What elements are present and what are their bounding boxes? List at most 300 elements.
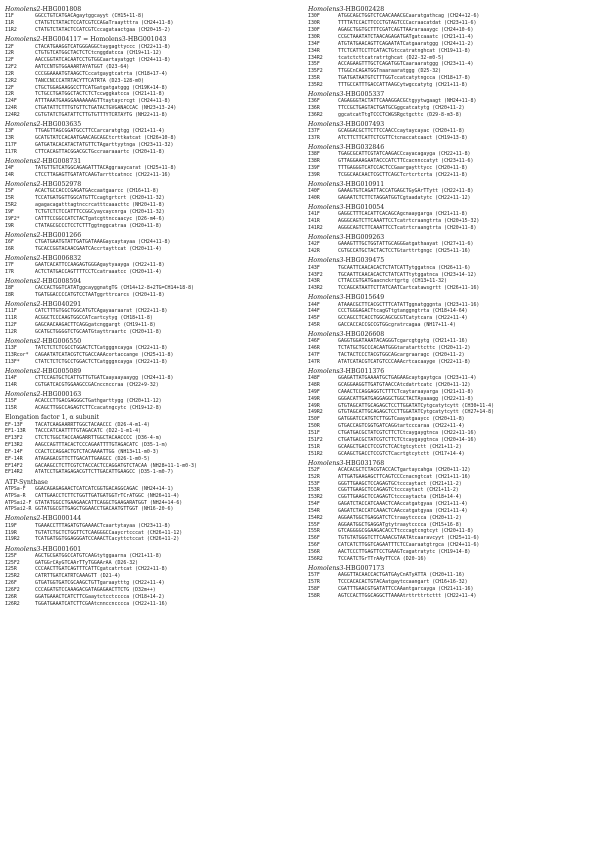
primer-row — [5, 20, 297, 27]
primer-name: I26F — [5, 580, 17, 587]
primer-sequence: CTCTCTGGCTACCAAGARRTTGGCTACAACCCC (D36-4-m) — [35, 435, 162, 442]
primer-sequence: CGTGTATCTGATATTCTTGTGTTTYTCRTAYTG (NH22+11-8) — [35, 111, 168, 118]
primer-row — [308, 218, 600, 225]
primer-sequence: ACACACGCTCTACGTACCACTgartaycahga (CH20+11-12) — [338, 466, 471, 473]
primer-row — [308, 474, 600, 481]
primer-sequence: CAGAATATCATACGTCTGACCAAAcortaccange (CH25+11-8) — [35, 352, 174, 359]
primer-sequence: CAGAGGGTACTATTCAAAGGACGCtgyytwgaagt (NH24+11-8) — [338, 98, 477, 105]
primer-row — [5, 13, 297, 20]
primer-sequence: GCAAGCTGACCTCCGTCTCacrtgtcytctt (CH17+14-4) — [338, 450, 465, 457]
primer-sequence: CGGTTGAAGCTCCAGAGTCtcccaytacta (CH18+14-4) — [338, 494, 462, 501]
primer-name: I43R2 — [308, 285, 323, 292]
primer-name: I14R — [5, 382, 17, 389]
primer-sequence: AGCTGCGATGGCCATGTCAAGtytggaarna (CH21+11-8) — [35, 552, 162, 559]
primer-row — [5, 587, 297, 594]
primer-row — [5, 359, 297, 366]
primer-name: I30F — [308, 27, 320, 34]
primer-row — [308, 501, 600, 508]
primer-name: I8R — [5, 292, 14, 299]
primer-sequence: TCCATGATGGTTGGCATGTTCcagtgrtcrt (CH20+11-32) — [35, 195, 165, 202]
primer-sequence: TTTGAGGGTCATCCACTCCGaargaytttycc (CH20+11-8) — [338, 165, 468, 172]
primer-name: I13Rcor* — [5, 352, 29, 359]
primer-sequence: CCCAGATGTCCAAAGACGATAGAGAACTTCTG (D32m++) — [35, 586, 156, 593]
primer-row — [5, 85, 297, 92]
primer-row — [5, 601, 297, 608]
primer-sequence: ATGGCAGCTGGTCTCAACAAACGCaaratgathcag (CH24+12-6) — [338, 13, 480, 20]
primer-row — [5, 329, 297, 336]
primer-sequence: GCATGTATCCACAATGAACAGCAGCtcrttkatcat (CH26+10-8) — [35, 135, 177, 142]
primer-row — [308, 572, 600, 579]
primer-group — [5, 181, 297, 229]
primer-name: I4R — [5, 171, 14, 178]
gene-heading: Homolens3-HBG009263 — [308, 234, 385, 242]
primer-row — [308, 416, 600, 423]
gene-heading: Homolens3-HBG002428 — [308, 6, 385, 14]
primer-sequence: CATRTTGATCATRTCAAAGTT (D21-4) — [35, 573, 121, 580]
primer-row — [308, 528, 600, 535]
primer-group — [308, 565, 600, 600]
primer-group — [308, 181, 600, 202]
primer-name: I8F — [5, 285, 14, 292]
gene-heading: Elongation factor 1, α subunit — [5, 414, 100, 422]
primer-row — [308, 241, 600, 248]
primer-row — [308, 302, 600, 309]
primer-row — [308, 225, 600, 232]
primer-sequence: TTGAGTTAGCGGATGCCTTCCarcaratgtgg (CH21+11-4) — [35, 128, 165, 135]
primer-name: I58R — [308, 592, 320, 599]
gene-heading: Homolens2-HBG006550 — [5, 338, 82, 346]
primer-group — [308, 91, 600, 119]
primer-name: I36F — [308, 98, 320, 105]
primer-name: I46R — [308, 345, 320, 352]
primer-row — [308, 265, 600, 272]
primer-row — [308, 172, 600, 179]
primer-name: I55F — [308, 521, 320, 528]
primer-row — [5, 105, 297, 112]
primer-name: I26F2 — [5, 586, 20, 593]
primer-name: I56R2 — [308, 555, 323, 562]
primer-group — [5, 255, 297, 276]
primer-row — [5, 506, 297, 513]
primer-row — [308, 105, 600, 112]
primer-name: I47F — [308, 352, 320, 359]
primer-group — [308, 331, 600, 366]
primer-name: I51R — [308, 443, 320, 450]
primer-name: EF13R2 — [5, 442, 23, 449]
primer-name: I36R2 — [308, 111, 323, 118]
primer-sequence: TGCAATTCAACACACTCTATCATTytggatnca (CH26+11-6) — [338, 264, 471, 271]
primer-row — [308, 515, 600, 522]
primer-name: I41F — [308, 211, 320, 218]
primer-group — [5, 121, 297, 156]
primer-name: I1R2 — [5, 27, 17, 34]
primer-row — [5, 405, 297, 412]
primer-name: I34F — [308, 40, 320, 47]
primer-name: I49F — [308, 388, 320, 395]
primer-sequence: TCCAGCATAATTCTTATCAATCartcatawsgrtt (CH26+11-16) — [338, 285, 480, 292]
primer-sequence: CGGTTGAAGCTCCAGAGTCtcccaytact (CH21+11-2) — [338, 487, 459, 494]
primer-sequence: GATGGATCCATGTCTTGGTCaayatgaaycc (CH20+11-8) — [338, 416, 465, 423]
primer-name: I2R2 — [5, 77, 17, 84]
primer-name: I3R — [5, 135, 14, 142]
primer-name: I52F — [308, 466, 320, 473]
primer-row — [5, 523, 297, 530]
primer-sequence: CTATGTCTATACTCCATCGTCccagataactgaa (CH20+15-2) — [35, 27, 171, 34]
primer-row — [308, 75, 600, 82]
primer-name: I35F2 — [308, 68, 323, 75]
primer-name: I54R2 — [308, 514, 323, 521]
primer-sequence: TTCCGCTGAGTACTGATGCGggcatcatytg (CH20+11-2) — [338, 105, 465, 112]
primer-row — [308, 444, 600, 451]
primer-row — [308, 112, 600, 119]
primer-sequence: GAGAATCTCTTCTAGGATGGTCgtaadatytc (CH22+11-12) — [338, 195, 471, 202]
primer-name: I14F — [5, 375, 17, 382]
primer-row — [5, 98, 297, 105]
primer-sequence: ACCAGAAGTTTGCTCAGATGGTCaaraaratggg (CH23+11-4) — [338, 61, 474, 68]
primer-sequence: GCAAGCTGACCTCCGTCTCACtgtcytctt (CH21+11-2) — [338, 443, 462, 450]
primer-name: I35R — [308, 75, 320, 82]
gene-heading: Homolens2-HBG003635 — [5, 121, 82, 129]
primer-sequence: GACCACCACCGCCGTGGcgratrcagaa (NH17+11-4) — [338, 322, 456, 329]
primer-row — [5, 209, 297, 216]
primer-row — [308, 437, 600, 444]
primer-name: I24R — [5, 105, 17, 112]
primer-name: I48R — [308, 382, 320, 389]
primer-name: EF14F2 — [5, 462, 23, 469]
primer-sequence: GTGTAGCATTGCAGAGCTCCTTGGATATCytgcatytcytt (CH30+11-4) — [338, 402, 495, 409]
primer-row — [308, 248, 600, 255]
primer-row — [308, 211, 600, 218]
gene-heading: ATP-Synthase — [5, 478, 48, 486]
primer-name: I15R — [5, 405, 17, 412]
primer-sequence: CTGTGTCATGGCTACTCTCtcnggdatcca (CH19+11-12) — [35, 50, 162, 57]
primer-row — [308, 375, 600, 382]
primer-group — [5, 278, 297, 299]
primer-sequence: CATCATCTTGGTCAGAATTTCTCCaaraatgtrgca (CH24+11-6) — [338, 542, 480, 549]
primer-name: I43R — [308, 278, 320, 285]
primer-name: I1R — [5, 20, 14, 27]
primer-sequence: ggcatcatTtgTCCCTCWGSRgctgcttc (D29-8-m3-8) — [338, 111, 462, 118]
primer-name: I49R — [308, 402, 320, 409]
primer-row — [308, 481, 600, 488]
gene-heading: Homolens3-HBG010054 — [308, 204, 385, 212]
primer-sequence: TCTGTCTCTCCATTTCCGGCyaycaycnrga (CH20+11-32) — [35, 208, 165, 215]
primer-name: I2F2 — [5, 64, 17, 71]
primer-name: I56F — [308, 535, 320, 542]
primer-sequence: CTATAGCGCCCTCCTCTTTggtnggcatraa (CH20+11-8) — [35, 222, 162, 229]
primer-name: I57F — [308, 572, 320, 579]
gene-heading: Homolens3-HBG039475 — [308, 257, 385, 265]
primer-name: I19R — [5, 529, 17, 536]
primer-sequence: TGGATGAAATCATCTTCGAAtcnnccncccca (CH22+11-16) — [35, 600, 168, 607]
primer-name: I55R — [308, 528, 320, 535]
primer-sequence: TCGGCAACAACTCGCTTCAGCTcrtcrtcrta (CH22+11-8) — [338, 171, 468, 178]
primer-name: I30R — [308, 20, 320, 27]
primer-sequence: CTACATGAAGGTCATGGGAGGCtaygagttyccc (CH22+11-8) — [35, 43, 171, 50]
primer-sequence: GGACAGAGAGAACTCATCATCGGTGACAGGCAGAC (NH24+14-1) — [35, 485, 174, 492]
primer-row — [308, 535, 600, 542]
primer-sequence: AAGCCAGTTTACACTCCCAGAATTTTGTAGACATC (D35-1-m) — [35, 442, 168, 449]
primer-name: I56F — [308, 542, 320, 549]
gene-heading: Homolens2-HBG052978 — [5, 181, 82, 189]
gene-heading: Homolens3-HBG005337 — [308, 91, 385, 99]
primer-sequence: TACTACTCCCTACGTGGCAGcargraaragc (CH20+11-2) — [338, 352, 465, 359]
primer-sequence: agagacagatttagtnccrcatttcaaacttc (NH20+11-8) — [35, 201, 165, 208]
primer-sequence: ACACCCTTGACGAGGGCTGathgarttygg (CH20+11-12) — [35, 398, 162, 405]
primer-name: I51F2 — [308, 436, 323, 443]
primer-row — [5, 27, 297, 34]
primer-name: I49R2 — [308, 409, 323, 416]
primer-row — [5, 315, 297, 322]
primer-row — [5, 580, 297, 587]
primer-name: I37F — [308, 128, 320, 135]
primer-row — [5, 269, 297, 276]
primer-row — [5, 428, 297, 435]
primer-name: I39F — [308, 165, 320, 172]
primer-group — [308, 294, 600, 329]
primer-sequence: AGAGCTGGTGCTTTCGATCAGTTAAraraaaygc (CH24+10-6) — [338, 27, 474, 34]
primer-row — [5, 486, 297, 493]
primer-sequence: ATTGATGAAGAGCTTCAGTCCCcnacngtcat (CH21+11-16) — [338, 473, 471, 480]
primer-name: I35F — [308, 61, 320, 68]
primer-sequence: TATGTTGTCATGGCAGAGATTTACAggraaycarat (CH25+11-8) — [35, 165, 177, 172]
primer-row — [5, 223, 297, 230]
primer-row — [5, 135, 297, 142]
primer-row — [308, 61, 600, 68]
primer-name: I17R — [5, 148, 17, 155]
primer-sequence: TCTGCCTGATGGCTACTCTCTccwggkatcca (CH21+11-8) — [35, 91, 165, 98]
primer-row — [5, 594, 297, 601]
primer-sequence: TTCTCATTCCTTCATACTGtccatratnghcat (CH19+11-8) — [338, 47, 471, 54]
primer-row — [308, 522, 600, 529]
primer-name: I25R — [5, 566, 17, 573]
primer-row — [308, 451, 600, 458]
primer-sequence: GCCAGCCTCACCTGGCAGCGCGTCatytcara (CH22+11-4) — [338, 315, 468, 322]
primer-sequence: AGGAATGGCTGAGGATgtytraaytcccca (CH15+16-8) — [338, 521, 462, 528]
primer-sequence: TGATGATAATGTCTTTGGTccatcatytngcca (CH18+17-8) — [338, 75, 471, 82]
primer-name: I30R — [308, 34, 320, 41]
primer-sequence: CCACTCCAGGACTGTCTACAAAATTGG (NH13+11-m0-3) — [35, 448, 159, 455]
primer-name: I52R — [308, 473, 320, 480]
primer-sequence: CCCGGAAAATGTAAGCTCccatgaygtcatrta (CH18+17-4) — [35, 70, 168, 77]
primer-group — [5, 301, 297, 336]
primer-name: I43F2 — [308, 271, 323, 278]
primer-row — [5, 322, 297, 329]
primer-sequence: ATAAACGCTTCACGCTTTCATATTggnatgggnta (CH23+11-16) — [338, 301, 480, 308]
primer-row — [308, 285, 600, 292]
primer-name: I17F — [5, 141, 17, 148]
gene-heading: Homolens3-HBG011376 — [308, 368, 385, 376]
primer-row — [308, 542, 600, 549]
primer-sequence: GAGGTGGATAAATACAGGGTcgarcgtgytg (CH21+11-16) — [338, 338, 468, 345]
primer-group — [308, 257, 600, 292]
primer-sequence: ATAGAGACGTTCTTGACATTGAAGCC (D26-1-m0-5) — [35, 455, 150, 462]
primer-table-right-column — [308, 4, 600, 600]
primer-row — [308, 430, 600, 437]
primer-sequence: TGAGCGCATTCGTATCAAGACCcayacagayga (CH22+11-8) — [338, 151, 471, 158]
primer-row — [308, 403, 600, 410]
primer-row — [308, 586, 600, 593]
primer-row — [5, 442, 297, 449]
primer-sequence: TCCCACACACTGTACAatgaytccaangart (CH16+16-32) — [338, 578, 468, 585]
primer-name: I53R2 — [308, 494, 323, 501]
primer-row — [308, 195, 600, 202]
primer-row — [5, 375, 297, 382]
primer-name: I36R — [308, 105, 320, 112]
primer-sequence: AGGGCAGTCTTCAAATTCCTcatrtcraangtrta (CH20+15-32) — [338, 218, 480, 225]
primer-row — [308, 549, 600, 556]
primer-name: I46F — [308, 338, 320, 345]
primer-row — [5, 422, 297, 429]
primer-sequence: AATCCNTGTGGAAARTAYATGGT (D23-64) — [35, 64, 130, 71]
primer-sequence: CTATCTCTCTGCCTGGACTCTCatgggncayga (CH22+11-8) — [35, 358, 168, 365]
primer-sequence: GAGGCTTTCACATTCACAGCAgcnaaygarga (CH21+11-8) — [338, 211, 468, 218]
primer-sequence: CTTCCAGTGCTCATTGTTGTGATCaayaayaaygg (CH24+11-8) — [35, 375, 174, 382]
primer-name: I41R — [308, 218, 320, 225]
primer-sequence: TGCACCGGTACAACGAATCAccrtayttcat (CH20+11-4) — [35, 245, 162, 252]
primer-name: I38R — [308, 158, 320, 165]
primer-name: I25R2 — [5, 573, 20, 580]
primer-name: I51R2 — [308, 450, 323, 457]
primer-row — [308, 338, 600, 345]
primer-name: I7R — [5, 268, 14, 275]
primer-name: I19F — [5, 522, 17, 529]
primer-sequence: GATGGrCAyGTCAArTTyTGGAArAA (D26-32) — [35, 559, 139, 566]
primer-row — [5, 435, 297, 442]
gene-heading: Homolens2-HBG001266 — [5, 231, 82, 239]
primer-name: I1F — [5, 13, 14, 20]
primer-name: I39R — [308, 171, 320, 178]
primer-sequence: GAGCAACAAGACTTCAGGgatcnggargt (CH19+11-8) — [35, 322, 156, 329]
primer-name: ATPSa-F — [5, 485, 26, 492]
gene-heading: Homolens3-HBG010911 — [308, 181, 385, 189]
primer-row — [5, 553, 297, 560]
primer-name: I2F — [5, 43, 14, 50]
primer-row — [5, 308, 297, 315]
gene-heading: Homolens2-HBG008731 — [5, 157, 82, 165]
primer-name: EF-14F — [5, 448, 23, 455]
primer-group — [308, 6, 600, 88]
primer-row — [5, 91, 297, 98]
primer-group — [5, 36, 297, 118]
primer-row — [308, 68, 600, 75]
primer-sequence: GTCAGGGGCGGAAGACACCTtcccagtcngtcyt (CH20+11-8) — [338, 528, 474, 535]
primer-name: I47R — [308, 358, 320, 365]
primer-sequence: TGATGGACCCCATGTCCTAATggrttrcarcs (CH20+11-8) — [35, 292, 165, 299]
primer-sequence: TGTATCTGCTCTGGTTCTCAAGGGCCaaycrtcccat (CH26+11-12) — [35, 529, 183, 536]
primer-sequence: TATCTCTCTCGCCTGGACTCTCatgggncayga (CH22+11-8) — [35, 345, 168, 352]
primer-row — [5, 352, 297, 359]
primer-group — [5, 368, 297, 389]
primer-row — [308, 382, 600, 389]
primer-name: I58F — [308, 585, 320, 592]
primer-row — [5, 536, 297, 543]
primer-row — [5, 500, 297, 507]
primer-group — [5, 158, 297, 179]
primer-name: I13F* — [5, 358, 20, 365]
primer-row — [308, 593, 600, 600]
primer-sequence: CACCACTGGTCATATggcayggnatgTG (CH14+12-8+2TG=CH14+18-8) — [35, 285, 194, 292]
primer-name: I25F2 — [5, 559, 20, 566]
primer-sequence: CCCTGGGAGACTtcagGTtgtanggngtrta (CH18+14-64) — [338, 308, 468, 315]
primer-row — [5, 202, 297, 209]
primer-row — [308, 352, 600, 359]
primer-name: I2F — [5, 57, 14, 64]
primer-row — [308, 389, 600, 396]
primer-row — [5, 195, 297, 202]
primer-name: I53F — [308, 480, 320, 487]
primer-name: I42R — [308, 248, 320, 255]
primer-sequence: CATTTCCGGCCATCTACTgatcgttnccaacyc (D26-m4-6) — [35, 215, 165, 222]
primer-row — [308, 556, 600, 563]
primer-sequence: GCAGGACGCTTCTTCCAACCcaytaycayac (CH20+11-8) — [338, 128, 465, 135]
primer-name: I9F — [5, 208, 14, 215]
primer-group — [308, 121, 600, 142]
primer-name: I45F — [308, 315, 320, 322]
primer-row — [308, 487, 600, 494]
primer-sequence: TGCAATTCAACACACTCTATCATTtytggatnca (CH23+14-12) — [338, 271, 477, 278]
primer-name: I2R — [5, 91, 14, 98]
gene-heading: Homolens2-HBG040291 — [5, 301, 82, 309]
primer-row — [308, 135, 600, 142]
primer-name: I54R — [308, 507, 320, 514]
primer-sequence: tcatctcttcatratrtghcat (D22-32-m0-5) — [338, 54, 444, 61]
primer-group — [5, 6, 297, 34]
gene-heading: Homolens2-HBG004117 = Homolens3-HBG001043 — [5, 36, 167, 44]
primer-sequence: GTGATGGTGATCGCAAGCTGTTgaraaytttg (CH22+11-4) — [35, 580, 165, 587]
primer-sequence: CTGATGACGCTATCGTCTTCTCtcaygaygtnca (CH22+11-16) — [338, 429, 477, 436]
primer-row — [5, 456, 297, 463]
primer-sequence: TACATCAAGAARRTTGGCTACAACCC (D26-4-m1-4) — [35, 421, 150, 428]
primer-sequence: ACACTGCCACCCGAGATGAccaatgaarcc (CH16+11-8) — [35, 188, 159, 195]
primer-name: I11F — [5, 308, 17, 315]
primer-name: I50F — [308, 416, 320, 423]
primer-name: I12F — [5, 322, 17, 329]
primer-row — [5, 216, 297, 223]
primer-sequence: TCTATGCTGCCCACAATGGGtaratarttcttc (CH20+11-2) — [338, 345, 471, 352]
primer-row — [5, 285, 297, 292]
primer-sequence: GGGTTGAAGCTCCAGAGTGCtcccaytact (CH21+11-2) — [338, 480, 462, 487]
primer-row — [308, 98, 600, 105]
primer-sequence: CTGATGACGCTATCGTCTTCTCtcaygaygtnca (CH20+14-16) — [338, 436, 477, 443]
primer-row — [5, 292, 297, 299]
primer-sequence: CTTACCGTGATGaacnckrtgrtg (CH13+11-32) — [338, 278, 447, 285]
primer-row — [308, 41, 600, 48]
primer-sequence: CGATTTGAACGTGATATTCCAAantgarcayga (CH21+11-16) — [338, 585, 474, 592]
primer-sequence: TACCCATCAATTTTGTAGACATC (D22-1-m1-4) — [35, 428, 141, 435]
primer-name: I56R — [308, 548, 320, 555]
primer-row — [5, 112, 297, 119]
primer-name: I5R — [5, 195, 14, 202]
primer-sequence: GTATATGGCCTGAAGAACATTCAGGCTGAAGARATGGT (NH24+14-6) — [35, 499, 183, 506]
primer-sequence: TTGGCnCAGATGGTnaaraaratggg (D25-32) — [338, 68, 442, 75]
primer-name: I44F — [308, 308, 320, 315]
gene-heading: Homolens3-HBG026608 — [308, 331, 385, 339]
primer-row — [5, 57, 297, 64]
primer-name: ATPSa-R — [5, 492, 26, 499]
primer-name: I7F — [5, 262, 14, 269]
primer-group — [5, 515, 297, 543]
primer-table-left-column — [5, 4, 297, 607]
primer-row — [5, 64, 297, 71]
primer-sequence: GGGACATTGATGAGGAGGCTGGCTACTAyaaagg (CH22+11-8) — [338, 395, 474, 402]
primer-row — [308, 579, 600, 586]
primer-name: I42F — [308, 241, 320, 248]
primer-sequence: CAAACTCCAGGAGGTCTTTCTcaytaraayarga (CH21+11-8) — [338, 388, 474, 395]
primer-name: ATPSai2-R — [5, 506, 32, 513]
primer-name: I5R2 — [5, 201, 17, 208]
gene-heading: Homolens2-HBG006832 — [5, 254, 82, 262]
